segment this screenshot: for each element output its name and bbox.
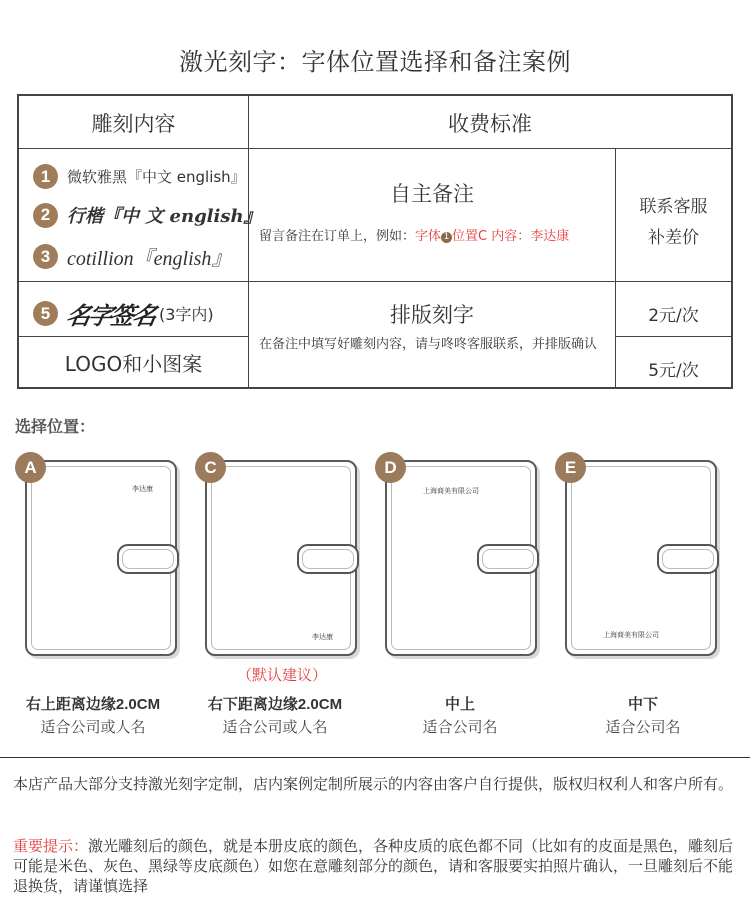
- table-divider: [248, 96, 249, 387]
- table-divider: [615, 149, 616, 387]
- price-signature: 2元/次: [648, 306, 699, 326]
- important-notice-label: 重要提示：: [13, 837, 89, 855]
- table-divider: [19, 336, 248, 337]
- number-badge: 3: [33, 244, 58, 269]
- engraving-preview: 上海商美有限公司: [423, 487, 479, 495]
- note-example-font: 字体: [415, 229, 442, 244]
- engraving-preview: 李达康: [132, 485, 153, 493]
- engraving-preview: 上海商美有限公司: [603, 631, 659, 639]
- font-option-1: [33, 164, 246, 189]
- table-divider: [19, 148, 731, 149]
- layout-text: 在备注中填写好雕刻内容，请与咚咚客服联系，并排版确认: [259, 337, 598, 352]
- default-recommendation: （默认建议）: [236, 666, 327, 684]
- font-sample-xingkai: 行楷『中 文 english』: [67, 206, 262, 227]
- signature-limit: (3字内): [159, 305, 214, 324]
- position-option-a[interactable]: [15, 452, 187, 660]
- table-divider: [19, 281, 731, 282]
- position-badge: E: [555, 452, 586, 483]
- caption-subtitle: 适合公司或人名: [222, 718, 328, 736]
- copyright-notice: 本店产品大部分支持激光刻字定制，店内案例定制所展示的内容由客户自行提供，版权归权利人和客户所有。: [13, 775, 734, 793]
- caption-e: [553, 693, 733, 737]
- important-notice-text: 激光雕刻后的颜色，就是本册皮底的颜色，各种皮质的底色都不同（比如有的皮面是黑色，雕刻后可能是米色、灰色、黑绿等皮底颜色）如您在意雕刻部分的颜色，请和客服要实拍照片确认，一旦雕刻后不能退换货，请谨慎选择: [13, 837, 734, 895]
- caption-title: 右下距离边缘2.0CM: [207, 696, 343, 713]
- custom-note-example: [259, 225, 615, 244]
- number-badge: 2: [33, 203, 58, 228]
- notebook-strap: [477, 544, 539, 574]
- service-diff: 补差价: [648, 228, 699, 248]
- section-divider: [0, 757, 750, 758]
- engraving-price-table: [17, 94, 733, 389]
- header-engrave-content: 雕刻内容: [91, 112, 176, 136]
- caption-subtitle: 适合公司名: [605, 718, 681, 736]
- caption-a: [3, 693, 183, 737]
- engraving-preview: 李达康: [312, 633, 333, 641]
- header-price-standard: 收费标准: [448, 112, 532, 136]
- logo-label: LOGO和小图案: [64, 352, 203, 376]
- position-badge: D: [375, 452, 406, 483]
- position-option-e[interactable]: [555, 452, 727, 660]
- notebook-strap: [657, 544, 719, 574]
- notebook-illustration: [205, 460, 357, 656]
- number-badge: 1: [33, 164, 58, 189]
- caption-title: 中下: [627, 696, 658, 713]
- notebook-illustration: [565, 460, 717, 656]
- custom-note-title: 自主备注: [390, 182, 474, 206]
- position-option-c[interactable]: [195, 452, 367, 660]
- service-contact: 联系客服: [639, 197, 708, 217]
- page-title: 激光刻字：字体位置选择和备注案例: [179, 48, 571, 76]
- font-sample-cotillion: cotillion『english』: [67, 248, 232, 270]
- number-dot-icon: 1: [441, 232, 452, 243]
- caption-c: [185, 693, 365, 737]
- important-notice: [13, 836, 743, 896]
- signature-option: [33, 296, 214, 331]
- caption-title: 右上距离边缘2.0CM: [25, 696, 161, 713]
- table-divider: [615, 336, 731, 337]
- caption-title: 中上: [444, 696, 475, 713]
- price-logo: 5元/次: [648, 361, 699, 381]
- notebook-strap: [297, 544, 359, 574]
- caption-d: [370, 693, 550, 737]
- caption-subtitle: 适合公司名: [422, 718, 498, 736]
- notebook-strap: [117, 544, 179, 574]
- font-option-2: [33, 202, 262, 228]
- note-example-position: 位置C 内容：李达康: [452, 229, 570, 244]
- position-badge: C: [195, 452, 226, 483]
- custom-note-text: 留言备注在订单上，例如：: [259, 229, 416, 244]
- position-badge: A: [15, 452, 46, 483]
- caption-subtitle: 适合公司或人名: [40, 718, 146, 736]
- signature-sample: 名字签名: [64, 301, 158, 330]
- position-section-label: 选择位置：: [15, 417, 96, 436]
- number-badge: 5: [33, 301, 58, 326]
- notebook-illustration: [25, 460, 177, 656]
- notebook-illustration: [385, 460, 537, 656]
- font-sample-yahei: 微软雅黑『中文 english』: [67, 168, 246, 186]
- position-option-d[interactable]: [375, 452, 547, 660]
- font-option-3: [33, 242, 231, 271]
- layout-title: 排版刻字: [390, 303, 474, 327]
